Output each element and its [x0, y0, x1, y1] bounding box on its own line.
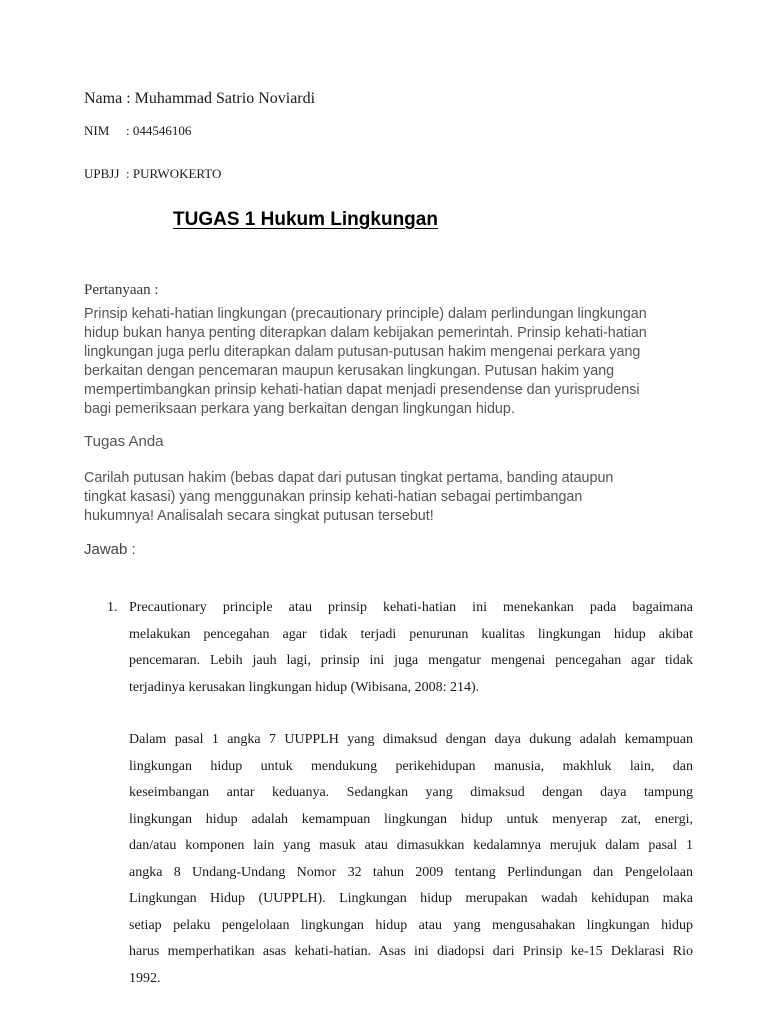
answer-paragraph-1 [129, 595, 693, 701]
nim-row [84, 123, 191, 139]
text-line: 1992. [129, 970, 161, 986]
text-line: hukumnya! Analisalah secara singkat putusan tersebut! [84, 508, 434, 524]
upbjj-label: UPBJJ [84, 166, 120, 181]
text-line: keseimbangan antar keduanya. Sedangkan yang dimaksud dengan daya tampung [129, 785, 693, 800]
text-line: angka 8 Undang-Undang Nomor 32 tahun 2009 tentang Perlindungan dan Pengelolaan [129, 864, 693, 880]
text-line: Prinsip kehati-hatian lingkungan (precautionary principle) dalam perlindungan lingkungan [84, 306, 647, 322]
text-line: terjadinya kerusakan lingkungan hidup (Wibisana, 2008: 214). [129, 679, 480, 695]
text-line: harus memperhatikan asas kehati-hatian. Asas ini diadopsi dari Prinsip ke-15 Deklarasi Rio [129, 944, 693, 959]
student-name: Nama : Muhammad Satrio Noviardi [84, 90, 316, 107]
task-text [84, 469, 684, 526]
text-line: melakukan pencegahan agar tidak terjadi penurunan kualitas lingkungan hidup akibat [129, 626, 693, 642]
nim-value: : 044546106 [126, 123, 192, 138]
text-line: Precautionary principle atau prinsip kehati-hatian ini menekankan pada bagaimana [129, 600, 693, 615]
text-line: pencemaran. Lebih jauh lagi, prinsip ini juga mengatur mengenai pencegahan agar tidak [129, 653, 693, 668]
text-line: mempertimbangkan prinsip kehati-hatian dapat menjadi presendense dan yurisprudensi [84, 382, 640, 398]
text-line: berkaitan dengan pencemaran maupun kerusakan lingkungan. Putusan hakim yang [84, 363, 615, 379]
document-title: TUGAS 1 Hukum Lingkungan [173, 209, 438, 230]
nim-label: NIM [84, 123, 110, 138]
text-line: Lingkungan Hidup (UUPPLH). Lingkungan hidup merupakan wadah kehidupan maka [129, 891, 693, 906]
text-line: setiap pelaku pengelolaan lingkungan hidup atau yang mengusahakan lingkungan hidup [129, 917, 693, 933]
upbjj-row [84, 166, 221, 182]
text-line: tingkat kasasi) yang menggunakan prinsip kehati-hatian sebagai pertimbangan [84, 489, 583, 505]
task-heading: Tugas Anda [84, 433, 164, 450]
text-line: bagi pemeriksaan perkara yang berkaitan dengan lingkungan hidup. [84, 401, 515, 417]
answer-paragraph-2 [129, 727, 693, 992]
upbjj-value: : PURWOKERTO [126, 166, 222, 181]
answer-heading: Jawab : [84, 541, 136, 558]
question-text [84, 305, 684, 419]
text-line: Dalam pasal 1 angka 7 UUPPLH yang dimaksud dengan daya dukung adalah kemampuan [129, 732, 693, 747]
text-line: lingkungan hidup adalah kemampuan lingkungan hidup untuk menyerap zat, energi, [129, 811, 693, 827]
text-line: lingkungan hidup untuk mendukung perikehidupan manusia, makhluk lain, dan [129, 758, 693, 774]
text-line: Carilah putusan hakim (bebas dapat dari putusan tingkat pertama, banding ataupun [84, 470, 614, 486]
text-line: hidup bukan hanya penting diterapkan dalam kebijakan pemerintah. Prinsip kehati-hatian [84, 325, 647, 341]
text-line: lingkungan juga perlu diterapkan dalam putusan-putusan hakim mengenai perkara yang [84, 344, 641, 360]
list-item-number: 1. [107, 600, 118, 615]
text-line: dan/atau komponen lain yang masuk atau dimasukkan kedalamnya merujuk dalam pasal 1 [129, 838, 693, 853]
question-heading: Pertanyaan : [84, 282, 159, 298]
